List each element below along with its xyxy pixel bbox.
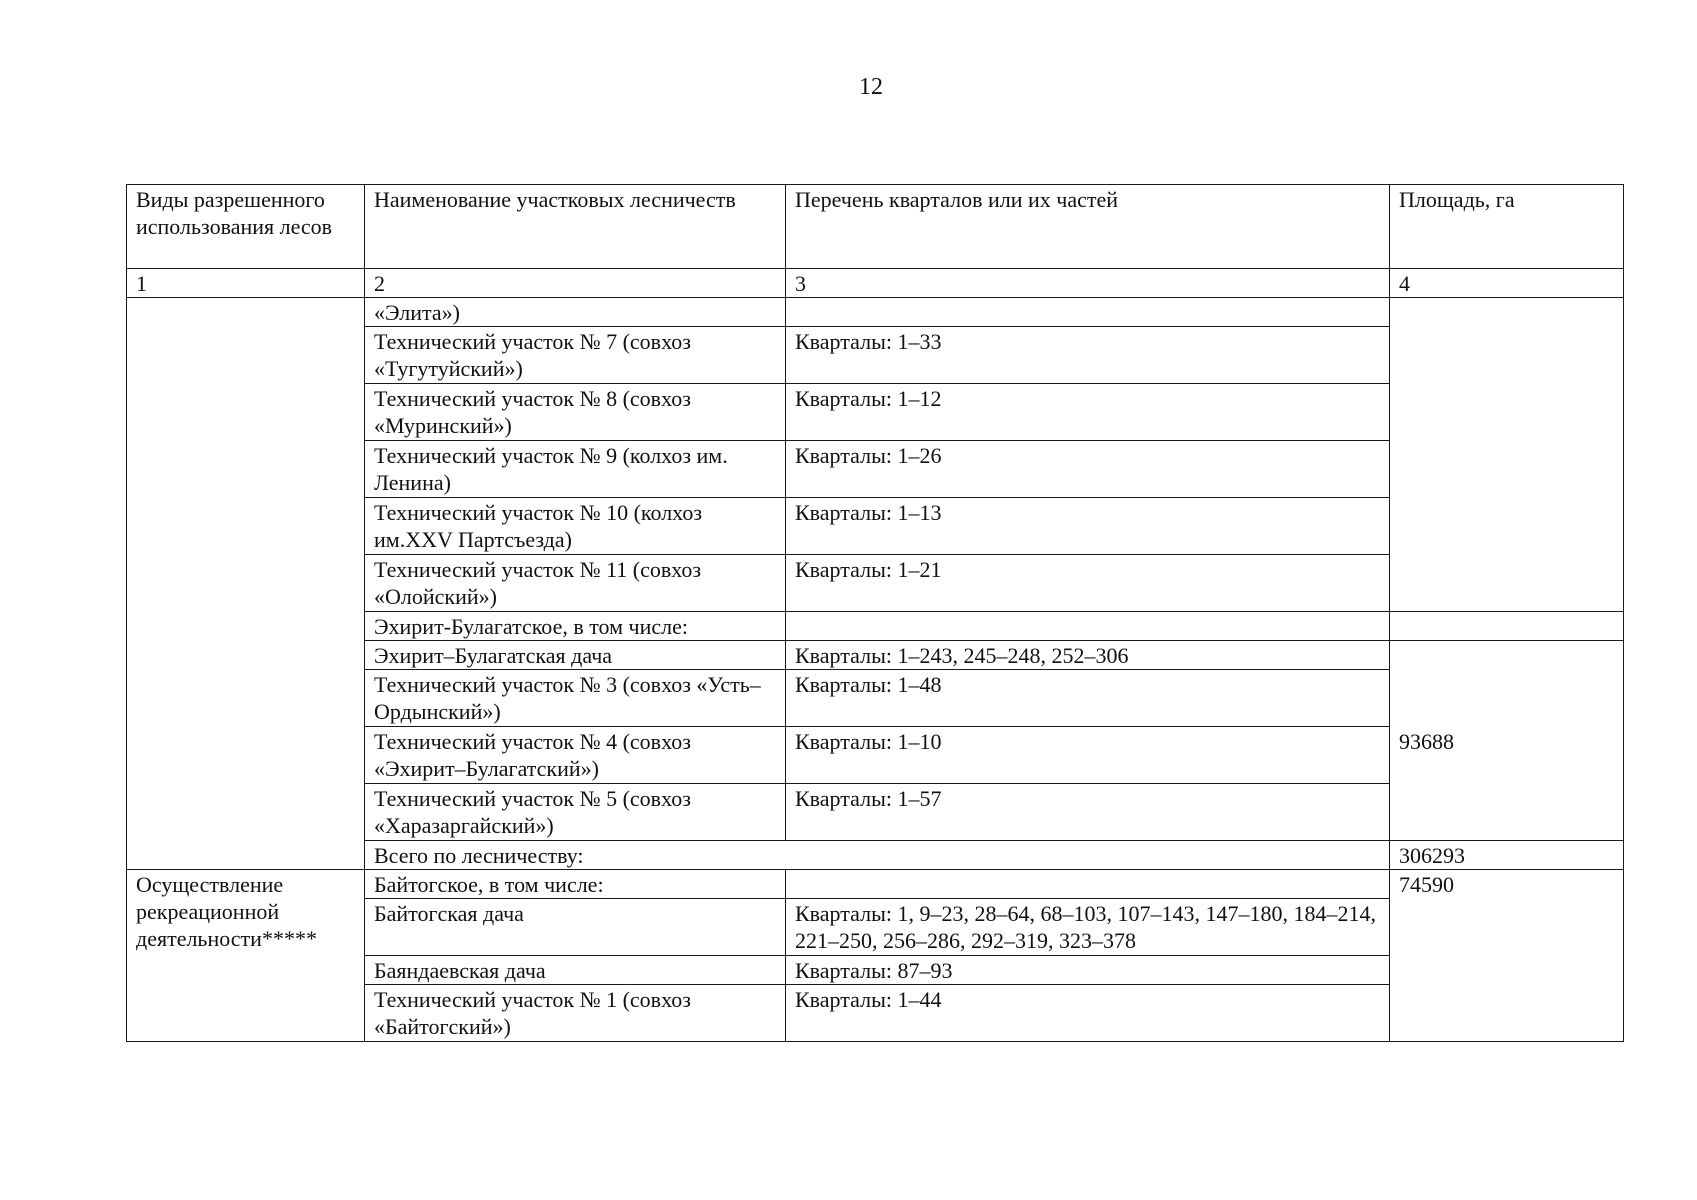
forest-use-table — [126, 184, 1624, 1042]
column-number: 2 — [365, 269, 786, 298]
column-number-row — [127, 269, 1624, 298]
forestry-name-cell: Технический участок № 11 (совхоз «Олойский») — [365, 555, 786, 612]
forestry-name-cell: Технический участок № 3 (совхоз «Усть–Ордынский») — [365, 670, 786, 727]
total-area: 306293 — [1390, 841, 1624, 870]
forestry-name-cell: Байтогская дача — [365, 899, 786, 956]
quarters-cell: Кварталы: 1–44 — [786, 985, 1390, 1042]
quarters-cell: Кварталы: 1–26 — [786, 441, 1390, 498]
quarters-cell: Кварталы: 1–21 — [786, 555, 1390, 612]
area-cell: 74590 — [1390, 870, 1624, 1042]
table-row — [127, 870, 1624, 899]
quarters-cell: Кварталы: 1–33 — [786, 327, 1390, 384]
quarters-cell: Кварталы: 1–10 — [786, 727, 1390, 784]
quarters-cell: Кварталы: 1–243, 245–248, 252–306 — [786, 641, 1390, 670]
forestry-name-cell: Эхирит–Булагатская дача — [365, 641, 786, 670]
area-cell — [1390, 298, 1624, 612]
table-header-row — [127, 185, 1624, 269]
ehirit-area-value: 93688 — [1399, 728, 1454, 754]
use-type-cell — [127, 298, 365, 870]
forestry-name-cell: Технический участок № 10 (колхоз им.XXV Партсъезда) — [365, 498, 786, 555]
quarters-cell: Кварталы: 87–93 — [786, 956, 1390, 985]
quarters-cell: Кварталы: 1–48 — [786, 670, 1390, 727]
quarters-cell: Кварталы: 1, 9–23, 28–64, 68–103, 107–143, 147–180, 184–214, 221–250, 256–286, 292–319, 323–378 — [786, 899, 1390, 956]
quarters-cell: Кварталы: 1–57 — [786, 784, 1390, 841]
forestry-name-cell: Байтогское, в том числе: — [365, 870, 786, 899]
column-number: 4 — [1390, 269, 1624, 298]
total-label: Всего по лесничеству: — [365, 841, 1390, 870]
use-type-cell: Осуществление рекреационной деятельности***** — [127, 870, 365, 1042]
forestry-name-cell: Технический участок № 9 (колхоз им. Ленина) — [365, 441, 786, 498]
quarters-cell — [786, 298, 1390, 327]
forestry-name-cell: «Элита») — [365, 298, 786, 327]
forestry-name-cell: Технический участок № 8 (совхоз «Муринский») — [365, 384, 786, 441]
area-cell — [1390, 612, 1624, 641]
quarters-cell: Кварталы: 1–13 — [786, 498, 1390, 555]
forestry-name-cell: Технический участок № 7 (совхоз «Тугутуйский») — [365, 327, 786, 384]
quarters-cell — [786, 870, 1390, 899]
forestry-name-cell: Технический участок № 1 (совхоз «Байтогский») — [365, 985, 786, 1042]
header-forestry-name: Наименование участковых лесничеств — [365, 185, 786, 269]
forestry-name-cell: Эхирит-Булагатское, в том числе: — [365, 612, 786, 641]
header-quarters: Перечень кварталов или их частей — [786, 185, 1390, 269]
header-use-type: Виды разрешенного использования лесов — [127, 185, 365, 269]
column-number: 1 — [127, 269, 365, 298]
header-area: Площадь, га — [1390, 185, 1624, 269]
area-cell — [1390, 641, 1624, 841]
page-number: 12 — [859, 74, 883, 100]
quarters-cell: Кварталы: 1–12 — [786, 384, 1390, 441]
quarters-cell — [786, 612, 1390, 641]
forestry-name-cell: Технический участок № 5 (совхоз «Харазаргайский») — [365, 784, 786, 841]
column-number: 3 — [786, 269, 1390, 298]
table-row — [127, 298, 1624, 327]
forestry-name-cell: Технический участок № 4 (совхоз «Эхирит–Булагатский») — [365, 727, 786, 784]
forestry-name-cell: Баяндаевская дача — [365, 956, 786, 985]
